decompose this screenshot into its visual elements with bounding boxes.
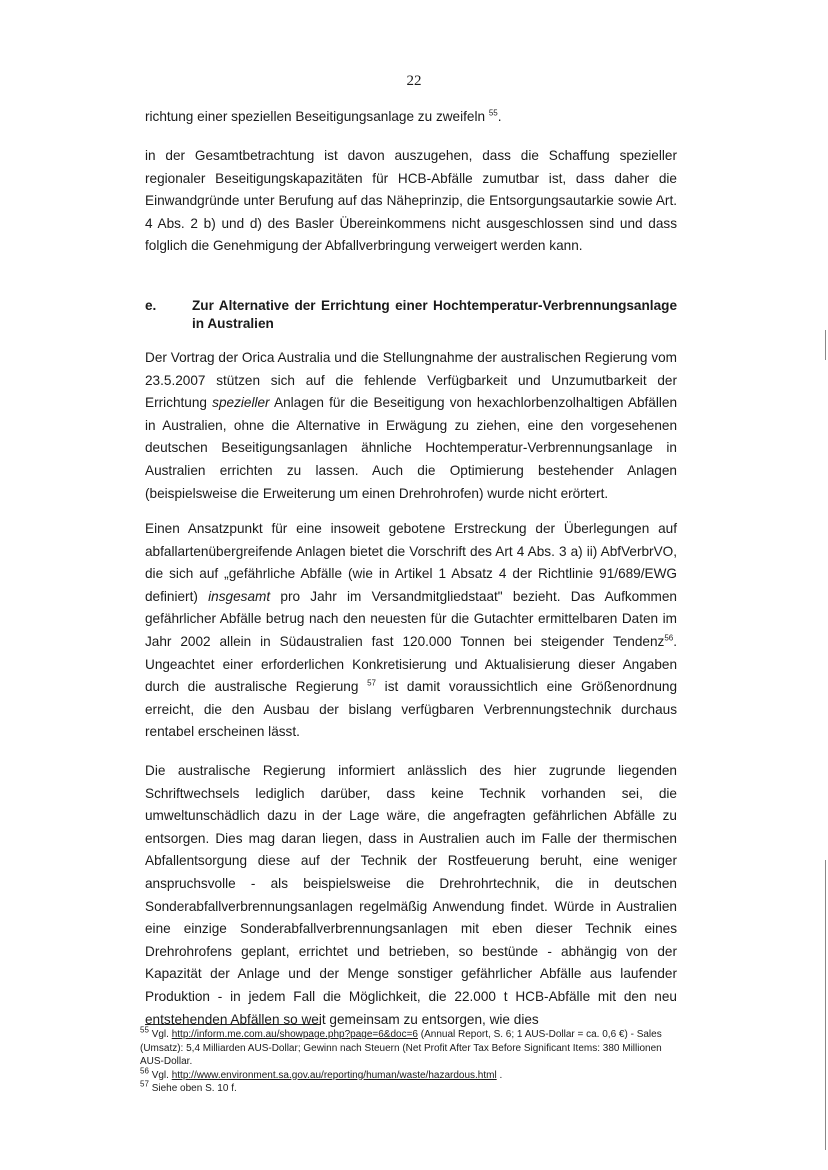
footnote-56 [140,1066,680,1083]
paragraph-orica-argument [145,347,677,505]
section-letter: e. [145,298,157,313]
scan-edge-mark [825,330,826,360]
footnote-number: 55 [140,1025,149,1035]
emphasis-text: insgesamt [208,588,271,604]
paragraph-text: pro Jahr im Versandmitgliedstaat" bezieht. Das Aufkommen gefährlicher Abfälle betrug nach den neuesten für die Gutachter ermittelbaren Daten im Jahr 2002 allein in Südaustralien fast 120.000 Tonnen bei steigender Tendenz [145,588,677,649]
paragraph-intro-continuation [145,106,677,129]
footnote-link-55[interactable]: http://inform.me.com.au/showpage.php?page=6&doc=6 [171,1029,418,1040]
paragraph-starting-point [145,518,677,744]
footnote-link-56[interactable]: http://www.environment.sa.gov.au/reporting/human/waste/hazardous.html [171,1069,497,1081]
footnote-number: 56 [140,1066,149,1076]
paragraph-text: Der Vortrag der Orica Australia und die Stellungnahme der australischen Regierung vom 23.5.2007 stützen sich auf die fehlende Verfügbarkeit und Unzumutbarkeit der Errichtung [145,350,677,411]
section-title: Zur Alternative der Errichtung einer Hochtemperatur-Verbrennungsanlage in Australien [192,298,677,331]
footnote-ref-55[interactable]: 55 [488,108,498,118]
footnote-text: . [496,1069,503,1081]
paragraph-text: ist damit voraussichtlich eine Größenordnung erreicht, die den Ausbau der bislang verfügbaren Verbrennungstechnik durchaus rentabel erscheinen lässt. [145,679,678,740]
paragraph-text: . Ungeachtet einer erforderlichen Konkretisierung und Aktualisierung dieser Angaben durch die australische Regierung [145,633,677,695]
footnotes [140,1025,680,1096]
footnote-number: 57 [140,1079,149,1089]
section-heading [145,297,677,333]
paragraph-text: . [497,109,502,124]
footnote-55 [140,1025,680,1069]
emphasis-text: spezieller [212,395,270,411]
footnote-text: Siehe oben S. 10 f. [151,1083,237,1094]
footnote-ref-56[interactable]: 56 [664,633,674,643]
scan-edge-mark [825,860,826,1150]
paragraph-text: Anlagen für die Beseitigung von hexachlorbenzolhaltigen Abfällen in Australien, ohne die Alternative in Erwägung zu ziehen, eine den vorgesehenen deutschen Beseitigungsanlagen ähnliche Hochtemperatur-Verbrennungsanlage in Australien errichten zu lassen. Auch die Optimierung bestehender Anlagen (beispielsweise die Erweiterung um einen Drehrohrofen) wurde nicht erörtert. [145,395,678,501]
paragraph-text: richtung einer speziellen Beseitigungsanlage zu zweifeln [145,109,486,124]
paragraph-text: Einen Ansatzpunkt für eine insoweit gebotene Erstreckung der Überlegungen auf abfallartenübergreifende Anlagen bietet die Vorschrift des Art 4 Abs. 3 a) ii) AbfVerbrVO, die sich auf „gefährliche Abfälle (wie in Artikel 1 Absatz 4 der Richtlinie 91/689/EWG definiert) [145,521,677,604]
footnote-ref-57[interactable]: 57 [367,678,376,688]
footnote-text: Vgl. [151,1029,172,1040]
footnote-separator [145,1024,321,1025]
footnote-57 [140,1079,680,1096]
paragraph-conclusion: in der Gesamtbetrachtung ist davon auszugehen, dass die Schaffung spezieller regionaler Beseitigungskapazitäten für HCB-Abfälle zumutbar ist, dass daher die Einwandgründe unter Berufung auf das Näheprinzip, die Entsorgungsautarkie sowie Art. 4 Abs. 2 b) und d) des Basler Übereinkommens nicht ausgeschlossen sind und dass folglich die Genehmigung der Abfallverbringung verweigert werden kann. [145,148,677,254]
paragraph-australian-government: Die australische Regierung informiert anlässlich des hier zugrunde liegenden Schriftwechsels lediglich darüber, dass keine Technik vorhanden sei, die umweltunschädlich dazu in der Lage wäre, die angefragten gefährlichen Abfälle zu entsorgen. Dies mag daran liegen, dass in Australien auch im Falle der thermischen Abfallentsorgung diese auf der Technik der Rostfeuerung beruht, eine weniger anspruchsvolle - als beispielsweise die Drehrohrtechnik, die in deutschen Sonderabfallverbrennungsanlagen regelmäßig Anwendung findet. Würde in Australien eine einzige Sonderabfallverbrennungsanlagen mit eben dieser Technik eines Drehrohrofens geplant, errichtet und betrieben, so bestünde - abhängig von der Kapazität der Anlage und der Menge sonstiger gefährlicher Abfälle aus laufender Produktion - in jedem Fall die Möglichkeit, die 22.000 t HCB-Abfälle mit den neu entstehenden Abfällen so weit gemeinsam zu entsorgen, wie dies [145,763,677,1027]
footnote-text: Vgl. [151,1069,172,1081]
footnote-text: (Annual Report, S. 6; 1 AUS-Dollar = ca. 0,6 €) - Sales (Umsatz): 5,4 Milliarden AUS-Dollar; Gewinn nach Steuern (Net Profit After Tax Before Significant Items: 380 Millionen AUS-Dollar. [140,1029,662,1067]
page-number: 22 [406,73,422,89]
